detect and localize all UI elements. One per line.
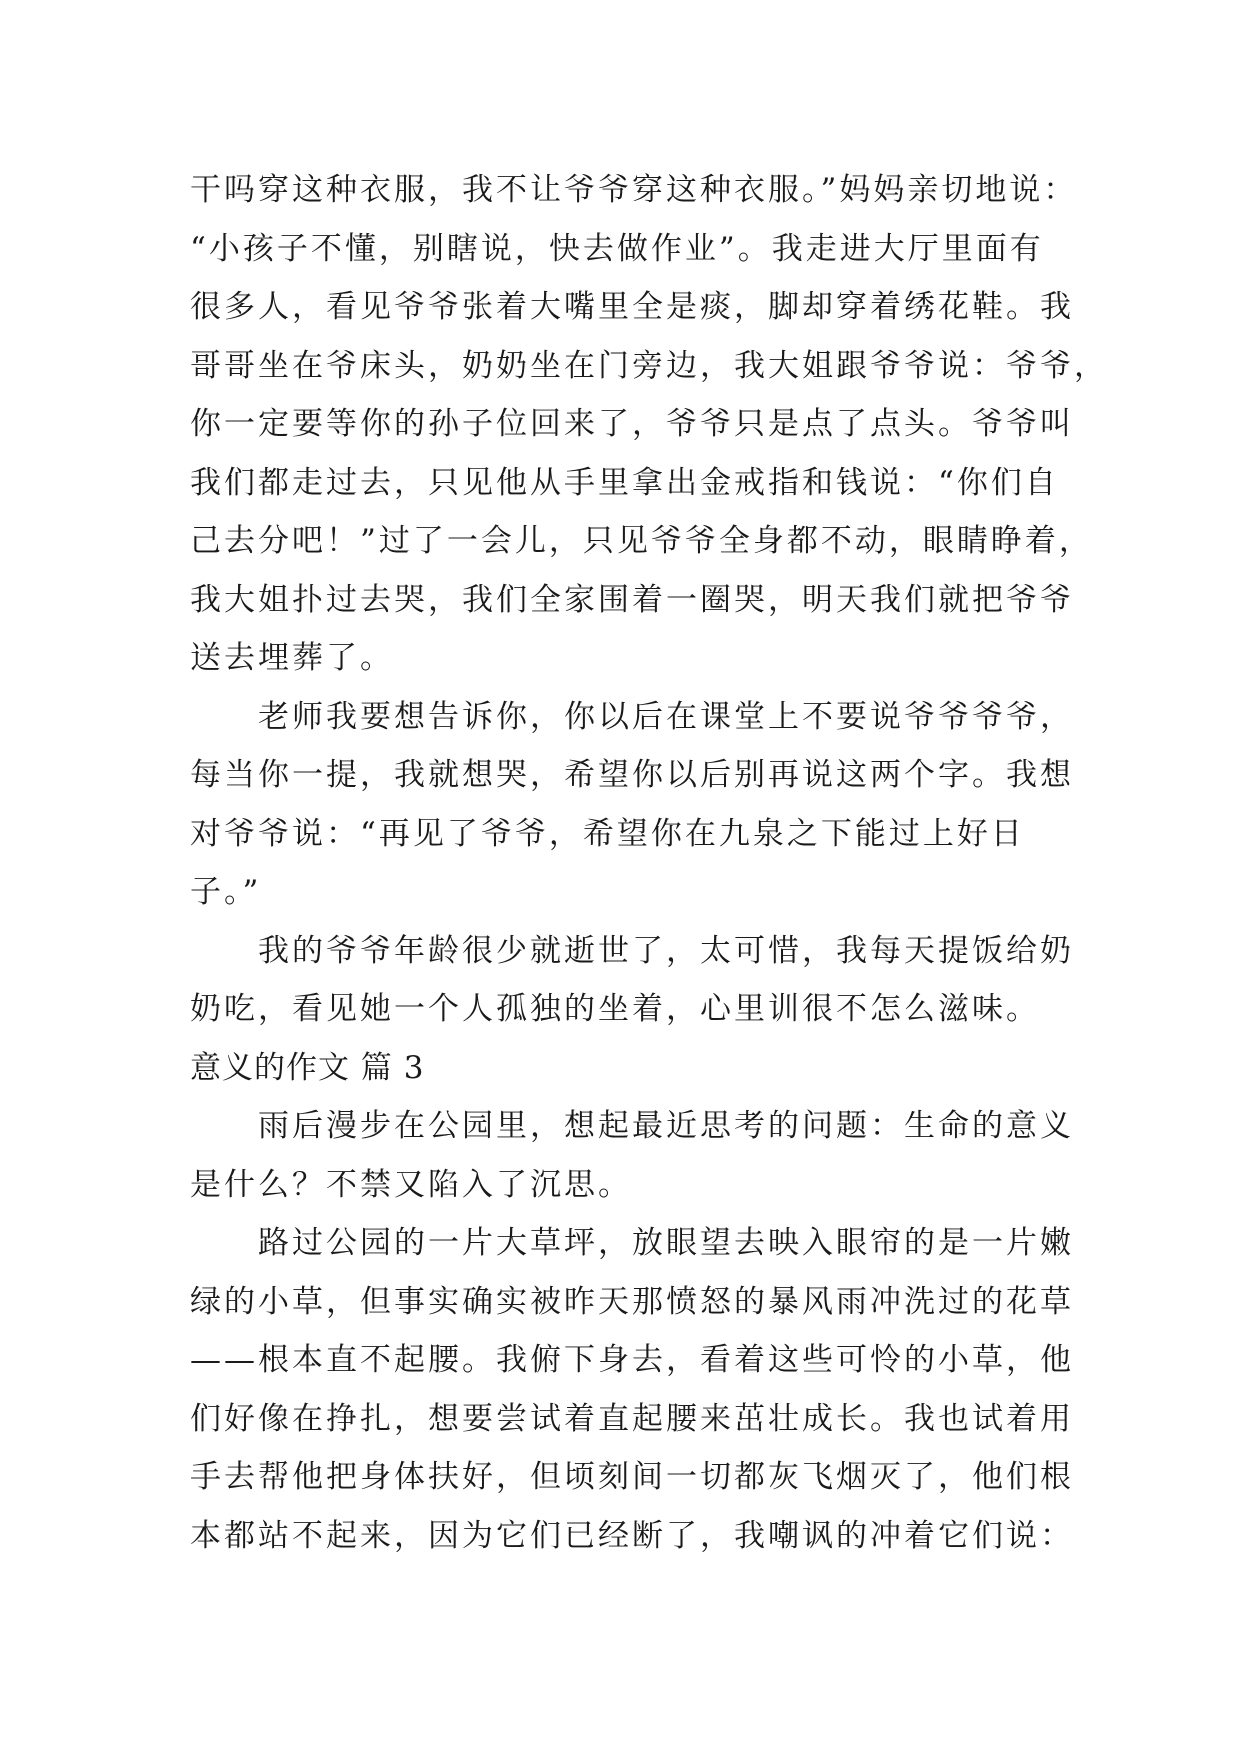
text-line: 己去分吧！”过了一会儿，只见爷爷全身都不动，眼睛睁着， <box>190 523 1093 559</box>
text-line: ——根本直不起腰。我俯下身去，看着这些可怜的小草，他 <box>190 1342 1074 1378</box>
text-line: 子。” <box>190 874 262 910</box>
essay-body <box>190 161 1108 1565</box>
text-line: 干吗穿这种衣服，我不让爷爷穿这种衣服。”妈妈亲切地说： <box>190 172 1078 208</box>
text-line: 对爷爷说：“再见了爷爷，希望你在九泉之下能过上好日 <box>190 815 1025 852</box>
text-line: 绿的小草，但事实确实被昨天那愤怒的暴风雨冲洗过的花草 <box>190 1283 1074 1320</box>
text-line: 奶吃，看见她一个人孤独的坐着，心里训很不怎么滋味。 <box>190 991 1040 1027</box>
text-line: 们好像在挣扎，想要尝试着直起腰来茁壮成长。我也试着用 <box>190 1400 1074 1437</box>
text-line: 哥哥坐在爷床头，奶奶坐在门旁边，我大姐跟爷爷说：爷爷， <box>190 347 1108 384</box>
text-line: 送去埋葬了。 <box>190 640 394 676</box>
text-line: 是什么？不禁又陷入了沉思。 <box>190 1166 632 1203</box>
text-line: 雨后漫步在公园里，想起最近思考的问题：生命的意义 <box>190 1108 1074 1144</box>
section-heading: 意义的作文 篇 3 <box>190 1049 425 1086</box>
text-line: 手去帮他把身体扶好，但顷刻间一切都灰飞烟灭了，他们根 <box>190 1459 1074 1495</box>
text-line: 老师我要想告诉你，你以后在课堂上不要说爷爷爷爷， <box>190 698 1074 735</box>
text-line: 我的爷爷年龄很少就逝世了，太可惜，我每天提饭给奶 <box>190 932 1074 969</box>
text-line: 我们都走过去，只见他从手里拿出金戒指和钱说：“你们自 <box>190 464 1059 501</box>
text-line: 我大姐扑过去哭，我们全家围着一圈哭，明天我们就把爷爷 <box>190 581 1074 618</box>
text-line: 路过公园的一片大草坪，放眼望去映入眼帘的是一片嫩 <box>190 1225 1074 1261</box>
text-line: 本都站不起来，因为它们已经断了，我嘲讽的冲着它们说： <box>190 1517 1074 1554</box>
text-line: 每当你一提，我就想哭，希望你以后别再说这两个字。我想 <box>190 757 1074 793</box>
text-line: 很多人，看见爷爷张着大嘴里全是痰，脚却穿着绣花鞋。我 <box>190 289 1074 325</box>
text-line: “小孩子不懂，别瞎说，快去做作业”。我走进大厅里面有 <box>190 230 1044 267</box>
text-line: 你一定要等你的孙子位回来了，爷爷只是点了点头。爷爷叫 <box>190 406 1074 442</box>
